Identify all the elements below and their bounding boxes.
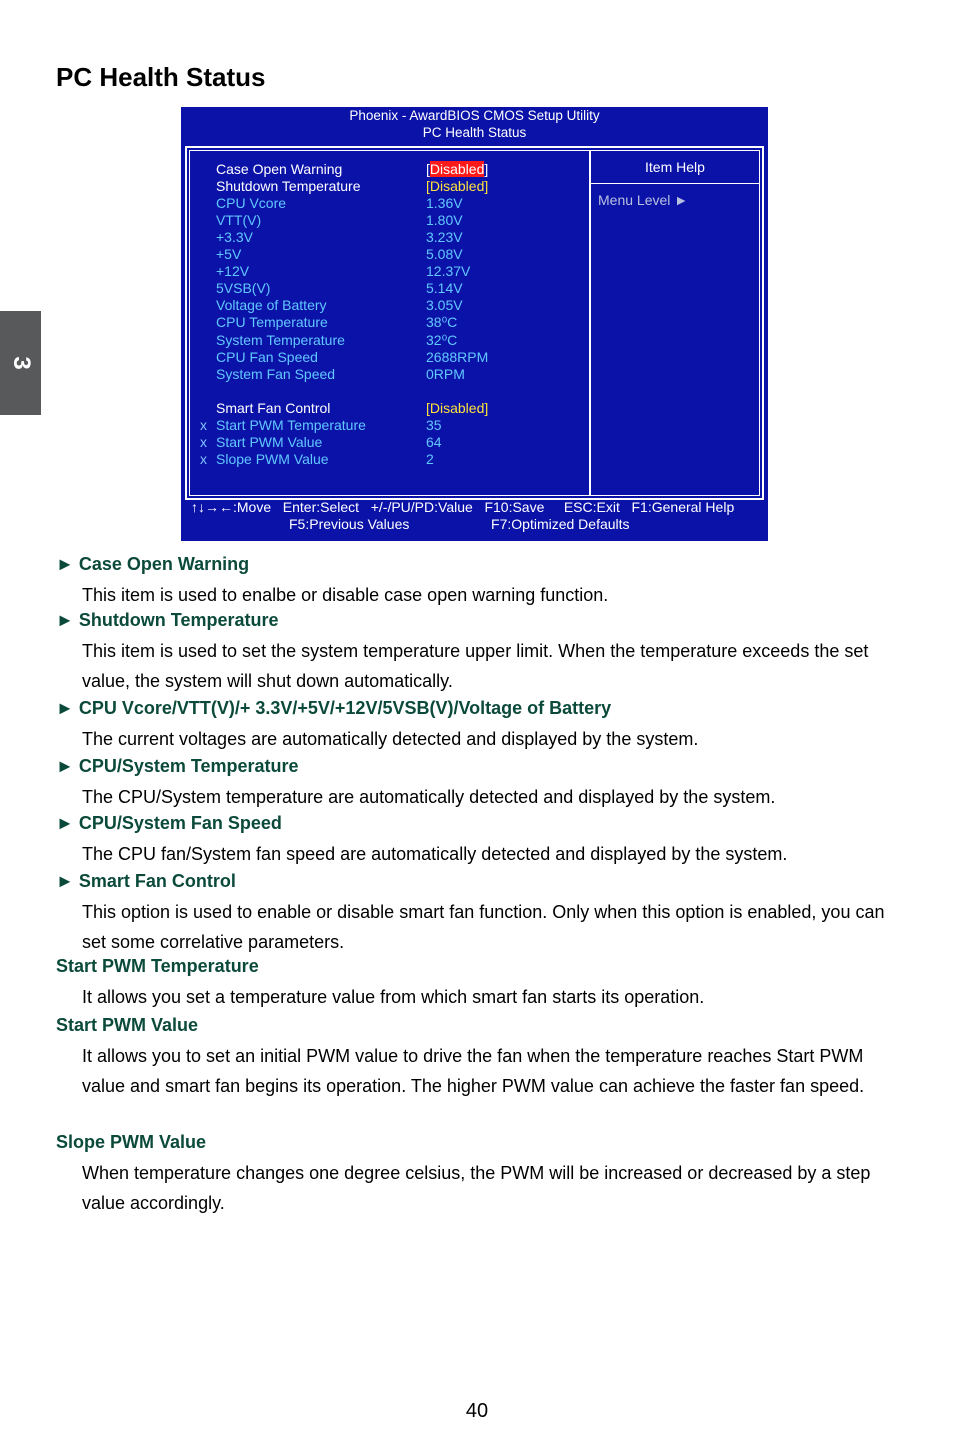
setting-label: Smart Fan Control (216, 399, 331, 416)
section-description: This item is used to enalbe or disable case open warning function. (82, 585, 609, 605)
setting-label: CPU Temperature (216, 314, 328, 331)
bios-setting-row[interactable] (190, 246, 585, 263)
bios-setting-row[interactable] (190, 451, 585, 468)
bios-screen (181, 107, 768, 541)
setting-label: VTT(V) (216, 212, 262, 229)
bios-setting-row[interactable] (190, 366, 585, 383)
setting-label: 5VSB(V) (216, 280, 271, 297)
bios-setting-row[interactable] (190, 349, 585, 366)
section-heading: ► CPU/System Fan Speed (56, 813, 282, 833)
help-divider (591, 183, 759, 184)
setting-label: Case Open Warning (216, 161, 343, 177)
section-description: The CPU fan/System fan speed are automatically detected and displayed by the system. (82, 844, 788, 864)
section-heading: Slope PWM Value (56, 1132, 207, 1152)
setting-value: 5.14V (426, 280, 463, 297)
setting-value: 2 (426, 450, 434, 467)
setting-value: 38⁰C (426, 314, 458, 331)
bios-setting-row[interactable] (190, 161, 585, 178)
setting-value: 32⁰C (426, 331, 458, 348)
selected-value[interactable]: Disabled (429, 161, 485, 177)
bios-footer-keys: ↑↓→←:Move Enter:Select +/-/PU/PD:Value F10:Save ESC:Exit F1:General Help (191, 499, 735, 515)
section-description: The CPU/System temperature are automatically detected and displayed by the system. (82, 787, 776, 807)
bios-utility-title: Phoenix - AwardBIOS CMOS Setup Utility (349, 108, 600, 123)
bios-header (181, 107, 768, 141)
setting-value: [Disabled] (426, 399, 489, 416)
setting-label: System Fan Speed (216, 365, 336, 382)
bios-setting-row[interactable] (190, 178, 585, 195)
bios-footer (181, 499, 768, 541)
setting-value: 12.37V (426, 263, 471, 280)
setting-value: 1.80V (426, 212, 463, 229)
bios-setting-row[interactable] (190, 400, 585, 417)
section-heading: ► Shutdown Temperature (56, 610, 279, 630)
setting-label: Slope PWM Value (216, 450, 329, 467)
setting-value (426, 161, 488, 178)
bios-setting-row[interactable] (190, 417, 585, 434)
bios-frame (185, 146, 764, 500)
section-heading: ► CPU/System Temperature (56, 756, 299, 776)
bios-setting-row (190, 383, 585, 400)
setting-value: 64 (426, 433, 442, 450)
disabled-marker: x (200, 433, 207, 450)
bios-setting-row[interactable] (190, 297, 585, 314)
setting-label: Start PWM Value (216, 433, 323, 450)
section-description: When temperature changes one degree celsius, the PWM will be increased or decreased by a step value accordingly. (82, 1163, 871, 1213)
page-number: 40 (465, 1400, 489, 1422)
bios-setting-row[interactable] (190, 229, 585, 246)
setting-label: System Temperature (216, 331, 345, 348)
disabled-marker: x (200, 416, 207, 433)
setting-label: +3.3V (216, 229, 253, 246)
item-help-title: Item Help (645, 159, 705, 175)
setting-label: Start PWM Temperature (216, 416, 366, 433)
page-title: PC Health Status (56, 62, 266, 92)
bios-setting-row[interactable] (190, 195, 585, 212)
setting-label: +12V (216, 263, 250, 280)
setting-label: Shutdown Temperature (216, 178, 361, 195)
setting-value: 2688RPM (426, 348, 489, 365)
setting-value: 1.36V (426, 195, 463, 212)
setting-value: 3.23V (426, 229, 463, 246)
section-heading: ► CPU Vcore/VTT(V)/+ 3.3V/+5V/+12V/5VSB(V)/Voltage of Battery (56, 698, 612, 718)
section-description: This item is used to set the system temperature upper limit. When the temperature exceeds the set value, the system will shut down automatically. (82, 641, 869, 691)
section-description: It allows you set a temperature value from which smart fan starts its operation. (82, 987, 705, 1007)
section-heading: ► Smart Fan Control (56, 871, 236, 891)
section-description: The current voltages are automatically detected and displayed by the system. (82, 729, 699, 749)
section-description: This option is used to enable or disable smart fan function. Only when this option is enabled, you can set some correlative parameters. (82, 902, 885, 952)
value-bracket-close: ] (484, 161, 489, 177)
chapter-tab (0, 311, 41, 415)
bios-screen-title: PC Health Status (422, 125, 527, 140)
bios-inner-frame (189, 150, 760, 496)
setting-label: Voltage of Battery (216, 297, 327, 314)
setting-value: 0RPM (426, 365, 465, 382)
setting-label: CPU Fan Speed (216, 348, 318, 365)
setting-label: CPU Vcore (216, 195, 287, 212)
menu-level: Menu Level ► (598, 192, 689, 208)
bios-divider (589, 151, 591, 495)
section-heading: ► Case Open Warning (56, 554, 250, 574)
setting-label: +5V (216, 246, 242, 263)
bios-footer-defaults: F5:Previous Values F7:Optimized Defaults (289, 516, 630, 532)
setting-value: 35 (426, 416, 442, 433)
bios-setting-row[interactable] (190, 314, 585, 331)
bios-setting-row[interactable] (190, 212, 585, 229)
disabled-marker: x (200, 450, 207, 467)
setting-value: [Disabled] (426, 178, 489, 195)
value-bracket-open: [ (426, 161, 430, 177)
setting-value: 5.08V (426, 246, 463, 263)
bios-setting-row[interactable] (190, 332, 585, 349)
chapter-number: 3 (7, 356, 35, 370)
section-heading: Start PWM Value (56, 1015, 199, 1035)
bios-setting-row[interactable] (190, 280, 585, 297)
section-description: It allows you to set an initial PWM value to drive the fan when the temperature reaches Start PWM value and smart fan begins its operation. The higher PWM value can achieve the faster fan speed. (82, 1046, 865, 1096)
bios-setting-row[interactable] (190, 263, 585, 280)
section-heading: Start PWM Temperature (56, 956, 259, 976)
setting-value: 3.05V (426, 297, 463, 314)
bios-setting-row[interactable] (190, 434, 585, 451)
